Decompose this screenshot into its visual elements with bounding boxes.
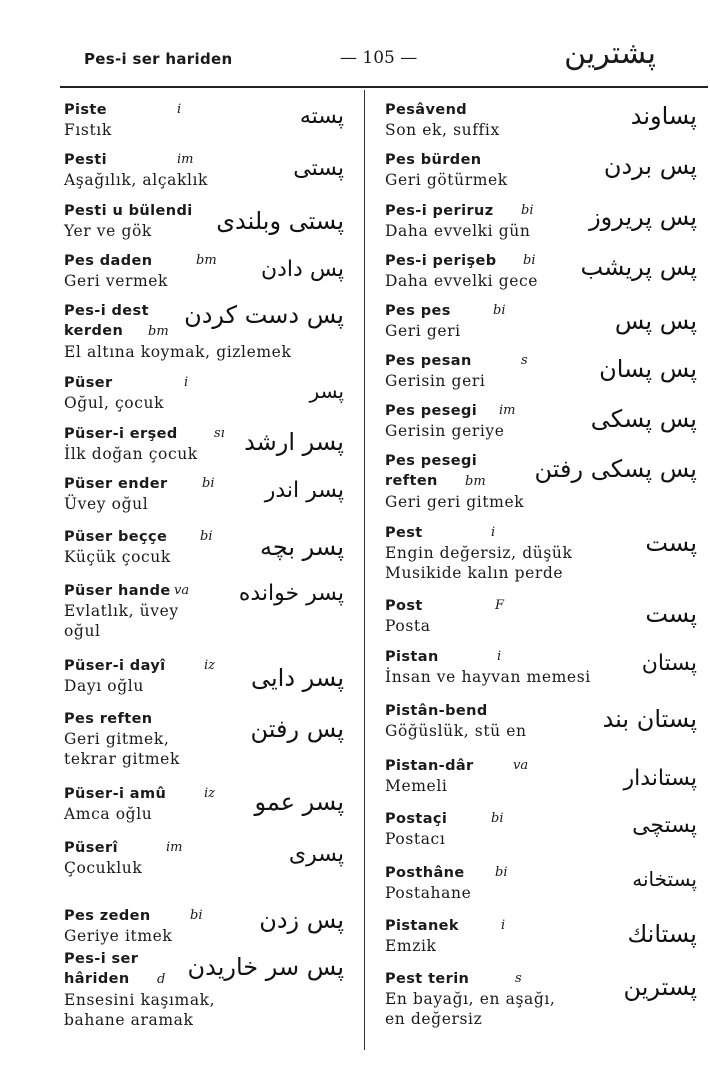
entry-headword: Püser xyxy=(64,375,113,391)
entry-translation: Çocukluk xyxy=(64,859,143,877)
entry-translation: Küçük çocuk xyxy=(64,548,171,566)
grammar-label: im xyxy=(177,152,194,167)
entry-headword: Pes pes xyxy=(385,303,451,319)
entry-translation: Postahane xyxy=(385,884,472,902)
grammar-label: bm xyxy=(148,324,169,339)
entry-headword: Pesti u bülendi xyxy=(64,203,193,219)
entry-headword: Pes zeden xyxy=(64,908,151,924)
dictionary-entry xyxy=(64,906,344,946)
grammar-label: va xyxy=(513,758,529,773)
arabic-script-word: پستان بند xyxy=(602,705,697,733)
entry-translation: İlk doğan çocuk xyxy=(64,445,198,463)
grammar-label: i xyxy=(184,375,189,390)
grammar-label: i xyxy=(501,918,506,933)
dictionary-entry xyxy=(64,474,344,514)
entry-translation: Gerisin geriye xyxy=(385,422,505,440)
entry-translation: Daha evvelki gün xyxy=(385,222,531,240)
grammar-label: bi xyxy=(200,529,213,544)
arabic-script-word: پسری xyxy=(288,842,344,867)
grammar-label: bi xyxy=(495,865,508,880)
entry-translation: Amca oğlu xyxy=(64,805,153,823)
entry-headword-continued: hâriden xyxy=(64,971,130,987)
arabic-script-word: پستی xyxy=(293,156,344,181)
arabic-script-word: پسر ارشد xyxy=(244,428,344,456)
grammar-label: s xyxy=(515,971,522,986)
entry-headword: Pistan-dâr xyxy=(385,758,474,774)
entry-headword: Pes-i periruz xyxy=(385,203,494,219)
arabic-script-word: پستان xyxy=(641,651,697,676)
arabic-script-word: پستچی xyxy=(632,813,697,838)
entry-headword: Pes pesan xyxy=(385,353,472,369)
entry-translation: oğul xyxy=(64,622,101,640)
entry-translation: Emzik xyxy=(385,937,437,955)
grammar-label: d xyxy=(157,972,166,987)
dictionary-entry xyxy=(385,100,697,140)
dictionary-entry xyxy=(64,373,344,413)
grammar-label: bi xyxy=(493,303,506,318)
entry-translation: Son ek, suffix xyxy=(385,121,500,139)
entry-headword: Püser beççe xyxy=(64,529,168,545)
entry-headword: Pes pesegi xyxy=(385,403,478,419)
dictionary-entry xyxy=(385,916,697,956)
running-head: Pes-i ser hariden xyxy=(84,50,233,68)
grammar-label: i xyxy=(177,102,182,117)
arabic-script-word: پسر خوانده xyxy=(238,581,344,606)
entry-head-line xyxy=(64,373,344,393)
entry-headword: Pistân-bend xyxy=(385,703,488,719)
entry-headword: Püserî xyxy=(64,840,118,856)
entry-translation: Ensesini kaşımak, xyxy=(64,991,216,1009)
entry-translation: Geri vermek xyxy=(64,272,169,290)
arabic-script-word: پس پریشب xyxy=(580,253,697,281)
entry-translation: Fıstık xyxy=(64,121,112,139)
dictionary-entry xyxy=(64,301,344,362)
entry-translation: Musikide kalın perde xyxy=(385,564,564,582)
entry-headword: Püser-i amû xyxy=(64,786,167,802)
grammar-label: bi xyxy=(190,908,203,923)
dictionary-entry xyxy=(385,863,697,903)
arabic-script-word: پس پسان xyxy=(599,355,697,383)
arabic-script-word: پس پريروز xyxy=(589,203,697,231)
dictionary-entry xyxy=(64,150,344,190)
arabic-script-word: پستانك xyxy=(627,920,697,948)
dictionary-entry xyxy=(385,809,697,849)
dictionary-entry xyxy=(64,251,344,291)
dictionary-entry xyxy=(385,301,697,341)
arabic-script-word: پسر بچه xyxy=(260,533,344,561)
arabic-script-word: پساوند xyxy=(630,102,697,130)
dictionary-entry xyxy=(385,251,697,291)
entry-translation: İnsan ve hayvan memesi xyxy=(385,668,591,686)
dictionary-entry xyxy=(385,596,697,636)
entry-translation: Gerisin geri xyxy=(385,372,486,390)
grammar-label: iz xyxy=(204,658,216,673)
arabic-script-word: پسته xyxy=(299,104,344,129)
arabic-script-word: پس بردن xyxy=(603,152,697,180)
arabic-script-word: پستی وبلندی xyxy=(216,207,344,235)
dictionary-entry xyxy=(64,424,344,464)
dictionary-entry xyxy=(64,201,344,241)
arabic-script-word: پست xyxy=(645,600,697,628)
arabic-script-word: پس پسکی رفتن xyxy=(534,455,697,483)
entry-translation: Postacı xyxy=(385,830,446,848)
arabic-script-word: پسر اندر xyxy=(264,478,344,503)
dictionary-entry xyxy=(64,100,344,140)
entry-headword: Pesti xyxy=(64,152,107,168)
dictionary-entry xyxy=(64,838,344,878)
column-divider xyxy=(364,90,365,1050)
entry-headword-continued: kerden xyxy=(64,323,124,339)
entry-headword: Pes-i dest xyxy=(64,303,149,319)
dictionary-entry xyxy=(64,527,344,567)
arabic-script-word: پس سر خاریدن xyxy=(187,953,344,981)
entry-headword: Pesâvend xyxy=(385,102,468,118)
entry-headword: Püser ender xyxy=(64,476,168,492)
entry-headword: Pistan xyxy=(385,649,439,665)
dictionary-entry xyxy=(385,451,697,512)
dictionary-entry xyxy=(385,201,697,241)
entry-translation: Üvey oğul xyxy=(64,495,149,513)
dictionary-entry xyxy=(385,150,697,190)
grammar-label: i xyxy=(491,525,496,540)
entry-translation: Evlatlık, üvey xyxy=(64,602,179,620)
entry-translation: Geriye itmek xyxy=(64,927,173,945)
dictionary-entry xyxy=(385,401,697,441)
entry-translation: Geri götürmek xyxy=(385,171,508,189)
grammar-label: va xyxy=(174,583,190,598)
arabic-script-word: پس پسکی xyxy=(590,405,697,433)
entry-headword-continued: reften xyxy=(385,473,438,489)
entry-headword: Pistanek xyxy=(385,918,459,934)
entry-translation: bahane aramak xyxy=(64,1011,194,1029)
entry-headword: Pes bürden xyxy=(385,152,482,168)
entry-translation: Aşağılık, alçaklık xyxy=(64,171,209,189)
entry-headword: Piste xyxy=(64,102,107,118)
arabic-script-word: پستاندار xyxy=(623,766,697,791)
entry-translation: Memeli xyxy=(385,777,448,795)
grammar-label: bi xyxy=(521,203,534,218)
grammar-label: bi xyxy=(202,476,215,491)
grammar-label: iz xyxy=(204,786,216,801)
entry-translation: Geri geri xyxy=(385,322,461,340)
grammar-label: im xyxy=(499,403,516,418)
entry-translation: Göğüslük, stü en xyxy=(385,722,527,740)
dictionary-entry xyxy=(385,756,697,796)
arabic-script-word: پسر عمو xyxy=(254,788,344,816)
dictionary-entry xyxy=(64,581,344,641)
grammar-label: i xyxy=(497,649,502,664)
entry-headword: Pes reften xyxy=(64,711,153,727)
grammar-label: im xyxy=(166,840,183,855)
dictionary-entry xyxy=(64,656,344,696)
entry-translation: Geri geri gitmek xyxy=(385,493,525,511)
entry-headword: Postaçi xyxy=(385,811,448,827)
header-rule xyxy=(60,86,708,88)
entry-headword: Post xyxy=(385,598,423,614)
grammar-label: sı xyxy=(214,426,225,441)
grammar-label: bm xyxy=(196,253,217,268)
grammar-label: bm xyxy=(465,474,486,489)
arabic-script-word: پس زدن xyxy=(259,906,344,934)
arabic-script-word: پس دست کردن xyxy=(184,301,344,329)
arabic-script-word: پس پس xyxy=(614,307,697,335)
entry-headword: Püser-i dayî xyxy=(64,658,166,674)
arabic-script-word: پسر xyxy=(309,379,344,403)
entry-translation: El altına koymak, gizlemek xyxy=(64,343,292,361)
entry-translation: Engin değersiz, düşük xyxy=(385,544,573,562)
grammar-label: s xyxy=(521,353,528,368)
dictionary-entry xyxy=(385,351,697,391)
entry-headword: Püser hande xyxy=(64,583,171,599)
grammar-label: bi xyxy=(523,253,536,268)
entry-translation: Daha evvelki gece xyxy=(385,272,539,290)
entry-headword: Pes-i perişeb xyxy=(385,253,497,269)
entry-headword: Pes-i ser xyxy=(64,951,139,967)
dictionary-entry xyxy=(64,709,344,769)
arabic-script-word: پسترین xyxy=(623,973,697,1001)
arabic-script-word: پس رفتن xyxy=(250,715,344,743)
entry-translation: Oğul, çocuk xyxy=(64,394,165,412)
entry-headword: Pest xyxy=(385,525,423,541)
grammar-label: bi xyxy=(491,811,504,826)
entry-translation: En bayağı, en aşağı, xyxy=(385,990,556,1008)
entry-translation: en değersiz xyxy=(385,1010,483,1028)
arabic-running-head: پشترین xyxy=(564,36,656,71)
grammar-label: F xyxy=(495,598,505,613)
entry-headword: Pest terin xyxy=(385,971,470,987)
dictionary-entry xyxy=(385,647,697,687)
dictionary-entry xyxy=(64,949,344,1030)
arabic-script-word: پس دادن xyxy=(260,257,344,282)
entry-translation: Dayı oğlu xyxy=(64,677,144,695)
entry-translation: Posta xyxy=(385,617,431,635)
arabic-script-word: پسر دایی xyxy=(251,664,344,692)
entry-headword: Püser-i erşed xyxy=(64,426,178,442)
entry-headword: Pes pesegi xyxy=(385,453,478,469)
entry-translation: Geri gitmek, xyxy=(64,730,170,748)
arabic-script-word: پست xyxy=(645,529,697,557)
entry-headword: Posthâne xyxy=(385,865,465,881)
dictionary-entry xyxy=(64,784,344,824)
arabic-script-word: پستخانه xyxy=(632,867,697,891)
dictionary-entry xyxy=(385,969,697,1029)
entry-translation: Yer ve gök xyxy=(64,222,152,240)
entry-translation: tekrar gitmek xyxy=(64,750,180,768)
dictionary-entry xyxy=(385,701,697,741)
entry-headword: Pes daden xyxy=(64,253,153,269)
page-number: — 105 — xyxy=(340,48,418,68)
dictionary-entry xyxy=(385,523,697,583)
